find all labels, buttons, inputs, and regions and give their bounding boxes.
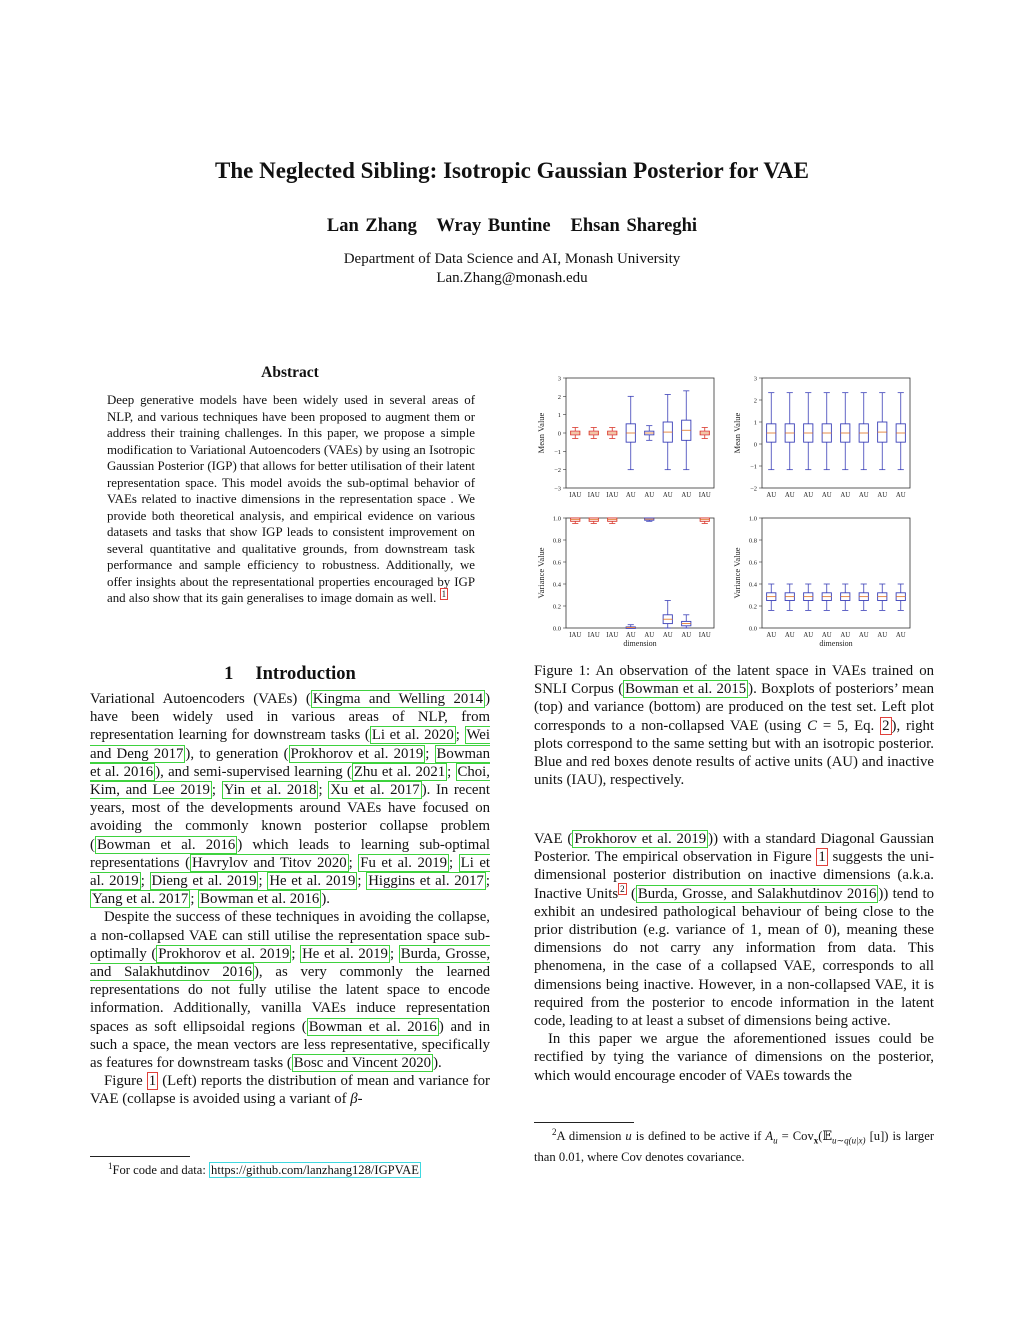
abstract-text: Deep generative models have been widely used in several areas of NLP, and various techniques have been proposed to augment them or address their training challenges. In this paper, we propose a simple modification to Variational Autoencoders (VAEs) by using an Isotropic Gaussian Posterior (IGP) that allows for better utilisation of their latent representation space. This model avoids the sub-optimal behavior of VAEs related to inactive dimensions in the representation space . We provide both theoretical analysis, and empirical evidence on various datasets and tasks that show IGP leads to consistent improvement on several quantitative and qualitative grounds, from downstream task performance and sample efficiency to robustness. Additionally, we offer insights about the representational properties encouraged by IGP and also show that its gain generalises to image domain as well. <box>107 393 475 605</box>
y-tick-label: 1 <box>753 419 757 427</box>
citation-link[interactable]: Yang et al. 2017 <box>92 891 189 908</box>
intro-left-column <box>90 690 490 1109</box>
text-run: Figure <box>104 1073 147 1090</box>
text-run: ), to generation ( <box>185 745 289 762</box>
text-run: suggests the uni-dimensional posterior distribution on inactive dimensions (a.k.a. Inactive Units <box>534 849 934 902</box>
citation-link[interactable]: Wei and Deng 2017 <box>90 727 490 762</box>
y-tick-label: 0.6 <box>552 559 561 567</box>
footnote-link-1[interactable]: 1 <box>441 588 447 599</box>
citation-link[interactable]: Zhu et al. 2021 <box>353 763 446 780</box>
x-tick-label: IAU <box>587 492 600 499</box>
right-paragraph-2 <box>534 1030 934 1085</box>
boxplot-top-left <box>536 376 714 500</box>
y-tick-label: 1.0 <box>552 515 561 523</box>
y-tick-label: 0.0 <box>552 625 561 633</box>
y-tick-label: −1 <box>554 448 561 456</box>
text-run: ; <box>485 873 490 890</box>
x-tick-label: AU <box>784 492 795 499</box>
citation-link[interactable]: Havrylov and Titov 2020 <box>192 854 347 871</box>
x-tick-label: AU <box>858 632 869 639</box>
footnote-rule-left <box>90 1156 190 1157</box>
y-tick-label: −2 <box>750 485 757 493</box>
x-tick-label: AU <box>877 492 888 499</box>
text-run: ; <box>449 854 459 871</box>
cross-ref-link[interactable]: 1 <box>148 1073 157 1090</box>
abstract-heading: Abstract <box>261 364 319 381</box>
text-run: ( <box>626 885 636 902</box>
x-tick-label: AU <box>662 632 673 639</box>
x-tick-label: AU <box>625 632 636 639</box>
citation-link[interactable]: Li et al. 2020 <box>371 727 454 744</box>
text-run: ). In recent years, most of the developments around VAEs have focused on avoiding the commonly known posterior collapse problem ( <box>90 782 491 853</box>
citation-link[interactable]: He et al. 2019 <box>269 873 356 890</box>
y-tick-label: 3 <box>557 375 561 383</box>
section-heading <box>90 664 490 685</box>
x-tick-label: IAU <box>569 492 582 499</box>
citation-link[interactable]: Xu et al. 2017 <box>330 782 420 799</box>
x-tick-label: AU <box>858 492 869 499</box>
y-tick-label: −1 <box>750 463 757 471</box>
y-tick-label: 1.0 <box>748 515 757 523</box>
y-tick-label: 1 <box>557 412 561 420</box>
x-tick-label: AU <box>681 492 692 499</box>
y-tick-label: 0 <box>753 441 757 449</box>
affiliation: Department of Data Science and AI, Monash University <box>343 251 681 267</box>
text-run: In this paper we argue the aforementioned issues could be rectified by tying the variance of dimensions on the posterior, which would encourage encoder of VAEs towards the <box>534 1031 934 1084</box>
y-axis-label: Mean Value <box>536 412 546 454</box>
x-tick-label: AU <box>821 632 832 639</box>
citation-link[interactable]: Burda, Grosse, and Salakhutdinov 2016 <box>90 945 491 981</box>
text-run: ; <box>258 873 268 890</box>
citation-link[interactable]: Dieng et al. 2019 <box>151 873 257 890</box>
y-tick-label: 0.4 <box>748 581 757 589</box>
intro-paragraph-3 <box>90 1072 490 1108</box>
x-tick-label: AU <box>662 492 673 499</box>
citation-link[interactable]: Bowman et al. 2016 <box>200 891 320 908</box>
y-tick-label: 0 <box>557 430 561 438</box>
text-run: ; <box>190 891 199 908</box>
text-run: ), as very commonly the learned representations do not fully utilise the latent space to encode information. Additionally, vanilla VAEs induce representation spaces as soft ellipsoidal regions ( <box>90 964 491 1035</box>
plot-frame <box>566 518 714 628</box>
x-tick-label: IAU <box>587 632 600 639</box>
citation-link[interactable]: Yin et al. 2018 <box>223 782 317 799</box>
x-tick-label: AU <box>803 632 814 639</box>
x-tick-label: IAU <box>698 492 711 499</box>
y-tick-label: −3 <box>554 485 561 493</box>
x-tick-label: AU <box>803 492 814 499</box>
footnote-2-eq: = <box>777 1129 793 1143</box>
text-run: (Left) reports the distribution of mean and variance for VAE (collapse is avoided using a variant of <box>90 1073 490 1108</box>
abstract-body <box>107 392 475 607</box>
x-tick-label: AU <box>895 632 906 639</box>
math-symbol: β <box>350 1091 358 1108</box>
x-tick-label: AU <box>784 632 795 639</box>
x-axis-label: dimension <box>819 639 853 648</box>
footnote-2-cov: Cov <box>792 1129 814 1143</box>
author-list: Lan Zhang Wray Buntine Ehsan Shareghi <box>326 216 698 236</box>
text-run: ; <box>140 873 150 890</box>
footnote-2 <box>534 1128 934 1165</box>
citation-link[interactable]: Bowman et al. 2016 <box>90 745 490 780</box>
cross-ref-link[interactable]: 2 <box>620 883 625 894</box>
y-tick-label: −2 <box>554 467 561 475</box>
x-tick-label: AU <box>644 492 655 499</box>
boxplot-bottom-left <box>536 516 714 649</box>
citation-link[interactable]: Bowman et al. 2015 <box>625 681 747 698</box>
y-tick-label: 2 <box>753 397 757 405</box>
y-axis-label: Mean Value <box>732 412 742 454</box>
x-tick-label: IAU <box>698 632 711 639</box>
y-tick-label: 0.6 <box>748 559 757 567</box>
intro-paragraph-2 <box>90 908 490 1072</box>
citation-link[interactable]: Bowman et al. 2016 <box>96 836 236 853</box>
text-run: )) with a standard Diagonal Gaussian Posterior. The empirical observation in Figure <box>534 831 934 866</box>
affiliation-block <box>0 250 1024 288</box>
text-run: ; <box>348 854 359 871</box>
citation-link[interactable]: Higgins et al. 2017 <box>368 873 484 890</box>
text-run: ) and in such a space, the mean vectors are less representative, specifically as features for downstream tasks ( <box>90 1018 490 1072</box>
right-paragraph-1 <box>534 830 934 1030</box>
footnote-2-sub: u <box>773 1135 778 1146</box>
boxplot-top-right <box>732 376 910 500</box>
text-run: Figure 1: An observation of the latent space in VAEs trained on SNLI Corpus ( <box>534 663 934 698</box>
x-tick-label: AU <box>877 632 888 639</box>
text-run: ). <box>433 1055 442 1072</box>
citation-link[interactable]: Bowman et al. 2016 <box>308 1018 437 1035</box>
text-run: ) have been widely used in various areas of NLP, from representation learning for downstream tasks ( <box>90 691 490 744</box>
text-run: ) which leads to learning sub-optimal representations ( <box>90 836 490 871</box>
y-tick-label: 0.4 <box>552 581 561 589</box>
citation-link[interactable]: Prokhorov et al. 2019 <box>158 945 290 962</box>
figure-caption <box>534 662 934 789</box>
section-number: 1 <box>224 664 234 684</box>
text-run: - <box>357 1091 363 1108</box>
text-run: ), and semi-supervised learning ( <box>155 763 352 780</box>
citation-link[interactable]: Bosc and Vincent 2020 <box>293 1055 432 1072</box>
y-tick-label: 3 <box>753 375 757 383</box>
text-run: ; <box>389 945 399 962</box>
plot-frame <box>566 378 714 488</box>
citation-link[interactable]: Burda, Grosse, and Salakhutdinov 2016 <box>637 885 877 902</box>
text-run: ). Boxplots of posteriors’ mean (top) and variance (bottom) are produced on the test set. Left plot corresponds to a non-collapsed VAE (using <box>534 681 934 734</box>
x-tick-label: AU <box>895 492 906 499</box>
x-axis-label: dimension <box>623 639 657 648</box>
citation-link[interactable]: Prokhorov et al. 2019 <box>574 831 707 847</box>
footnote-2-var: u <box>625 1129 632 1143</box>
footnote-2-text-c: [u]) is larger than 0.01, where Cov denotes covariance. <box>534 1129 935 1164</box>
x-tick-label: IAU <box>606 492 619 499</box>
y-axis-label: Variance Value <box>536 547 546 599</box>
x-tick-label: AU <box>766 632 777 639</box>
footnote-2-cov-sub: x <box>813 1135 819 1146</box>
text-run: ; <box>357 873 367 890</box>
code-url-link[interactable]: https://github.com/lanzhang128/IGPVAE <box>211 1163 419 1177</box>
x-tick-label: AU <box>840 632 851 639</box>
text-run: ; <box>318 782 329 799</box>
footnote-2-text-a: A dimension <box>556 1129 626 1143</box>
plot-frame <box>762 378 910 488</box>
x-tick-label: AU <box>644 632 655 639</box>
y-tick-label: 0.2 <box>748 603 757 611</box>
text-run: VAE ( <box>534 831 573 847</box>
boxplot-bottom-right <box>732 516 910 649</box>
text-run: )) tend to exhibit an undesired pathological behaviour of being close to the prior distribution (e.g. variance of 1, mean of 0), meaning these dimensions do not carry any information from data. This phenomena, in the case of a collapsed VAE, corresponds to all dimensions being inactive. However, in a non-collapsed VAE, it is required from the posterior to encode information in the latent code, leading to at least a subset of dimensions being active. <box>534 885 934 1030</box>
citation-link[interactable]: Fu et al. 2019 <box>360 854 448 871</box>
footnote-2-var-a: A <box>765 1129 774 1143</box>
figure-1 <box>534 372 934 654</box>
footnote-rule-right <box>534 1122 634 1123</box>
footnote-mark: 1 <box>108 1160 113 1171</box>
footnote-2-mark: 2 <box>552 1126 557 1137</box>
text-run: ; <box>455 727 465 744</box>
y-tick-label: 2 <box>557 393 561 401</box>
text-run: ; <box>291 945 301 962</box>
paper-title: The Neglected Sibling: Isotropic Gaussian Posterior for VAE <box>215 158 809 183</box>
citation-link[interactable]: Prokhorov et al. 2019 <box>290 745 424 762</box>
text-run: ; <box>425 745 435 762</box>
cross-ref-link[interactable]: 1 <box>818 849 826 866</box>
citation-link[interactable]: Li et al. 2019 <box>90 854 491 890</box>
author-email: Lan.Zhang@monash.edu <box>436 270 588 286</box>
citation-link[interactable]: Choi, Kim, and Lee 2019 <box>90 763 490 799</box>
y-tick-label: 0.8 <box>552 537 561 545</box>
x-tick-label: AU <box>625 492 636 499</box>
y-tick-label: 0.8 <box>748 537 757 545</box>
x-tick-label: AU <box>681 632 692 639</box>
text-run: Variational Autoencoders (VAEs) ( <box>90 691 311 707</box>
footnote-1 <box>90 1162 490 1178</box>
footnote-2-text-b: is defined to be active if <box>631 1129 766 1143</box>
text-run: ). <box>321 891 330 908</box>
footnote-2-expect-sub: u∼q(u|x) <box>832 1135 866 1146</box>
x-tick-label: IAU <box>606 632 619 639</box>
x-tick-label: AU <box>821 492 832 499</box>
section-title: Introduction <box>255 664 356 684</box>
footnote-2-expect: (𝔼 <box>818 1129 833 1143</box>
text-run: ), right plots correspond to the same setting but with an isotropic posterior. Blue and red boxes denote results of active units (AU) and inactive units (IAU), respectively. <box>534 717 934 789</box>
citation-link[interactable]: Kingma and Welling 2014 <box>312 691 484 707</box>
citation-link[interactable]: He et al. 2019 <box>302 945 388 962</box>
intro-paragraph-1 <box>90 690 490 908</box>
math-symbol: C <box>807 717 817 734</box>
y-tick-label: 0.2 <box>552 603 561 611</box>
cross-ref-link[interactable]: 2 <box>882 717 890 734</box>
text-run: ; <box>211 782 222 799</box>
text-run: ; <box>447 763 456 780</box>
intro-right-column <box>534 830 934 1085</box>
text-run: = 5, Eq. <box>817 717 881 734</box>
x-tick-label: AU <box>840 492 851 499</box>
y-axis-label: Variance Value <box>732 547 742 599</box>
footnote-text: For code and data: <box>112 1163 210 1177</box>
x-tick-label: AU <box>766 492 777 499</box>
y-tick-label: 0.0 <box>748 625 757 633</box>
x-tick-label: IAU <box>569 632 582 639</box>
plot-frame <box>762 518 910 628</box>
text-run: Despite the success of these techniques in avoiding the collapse, a non-collapsed VAE can still utilise the representation space sub-optimally ( <box>90 909 490 962</box>
